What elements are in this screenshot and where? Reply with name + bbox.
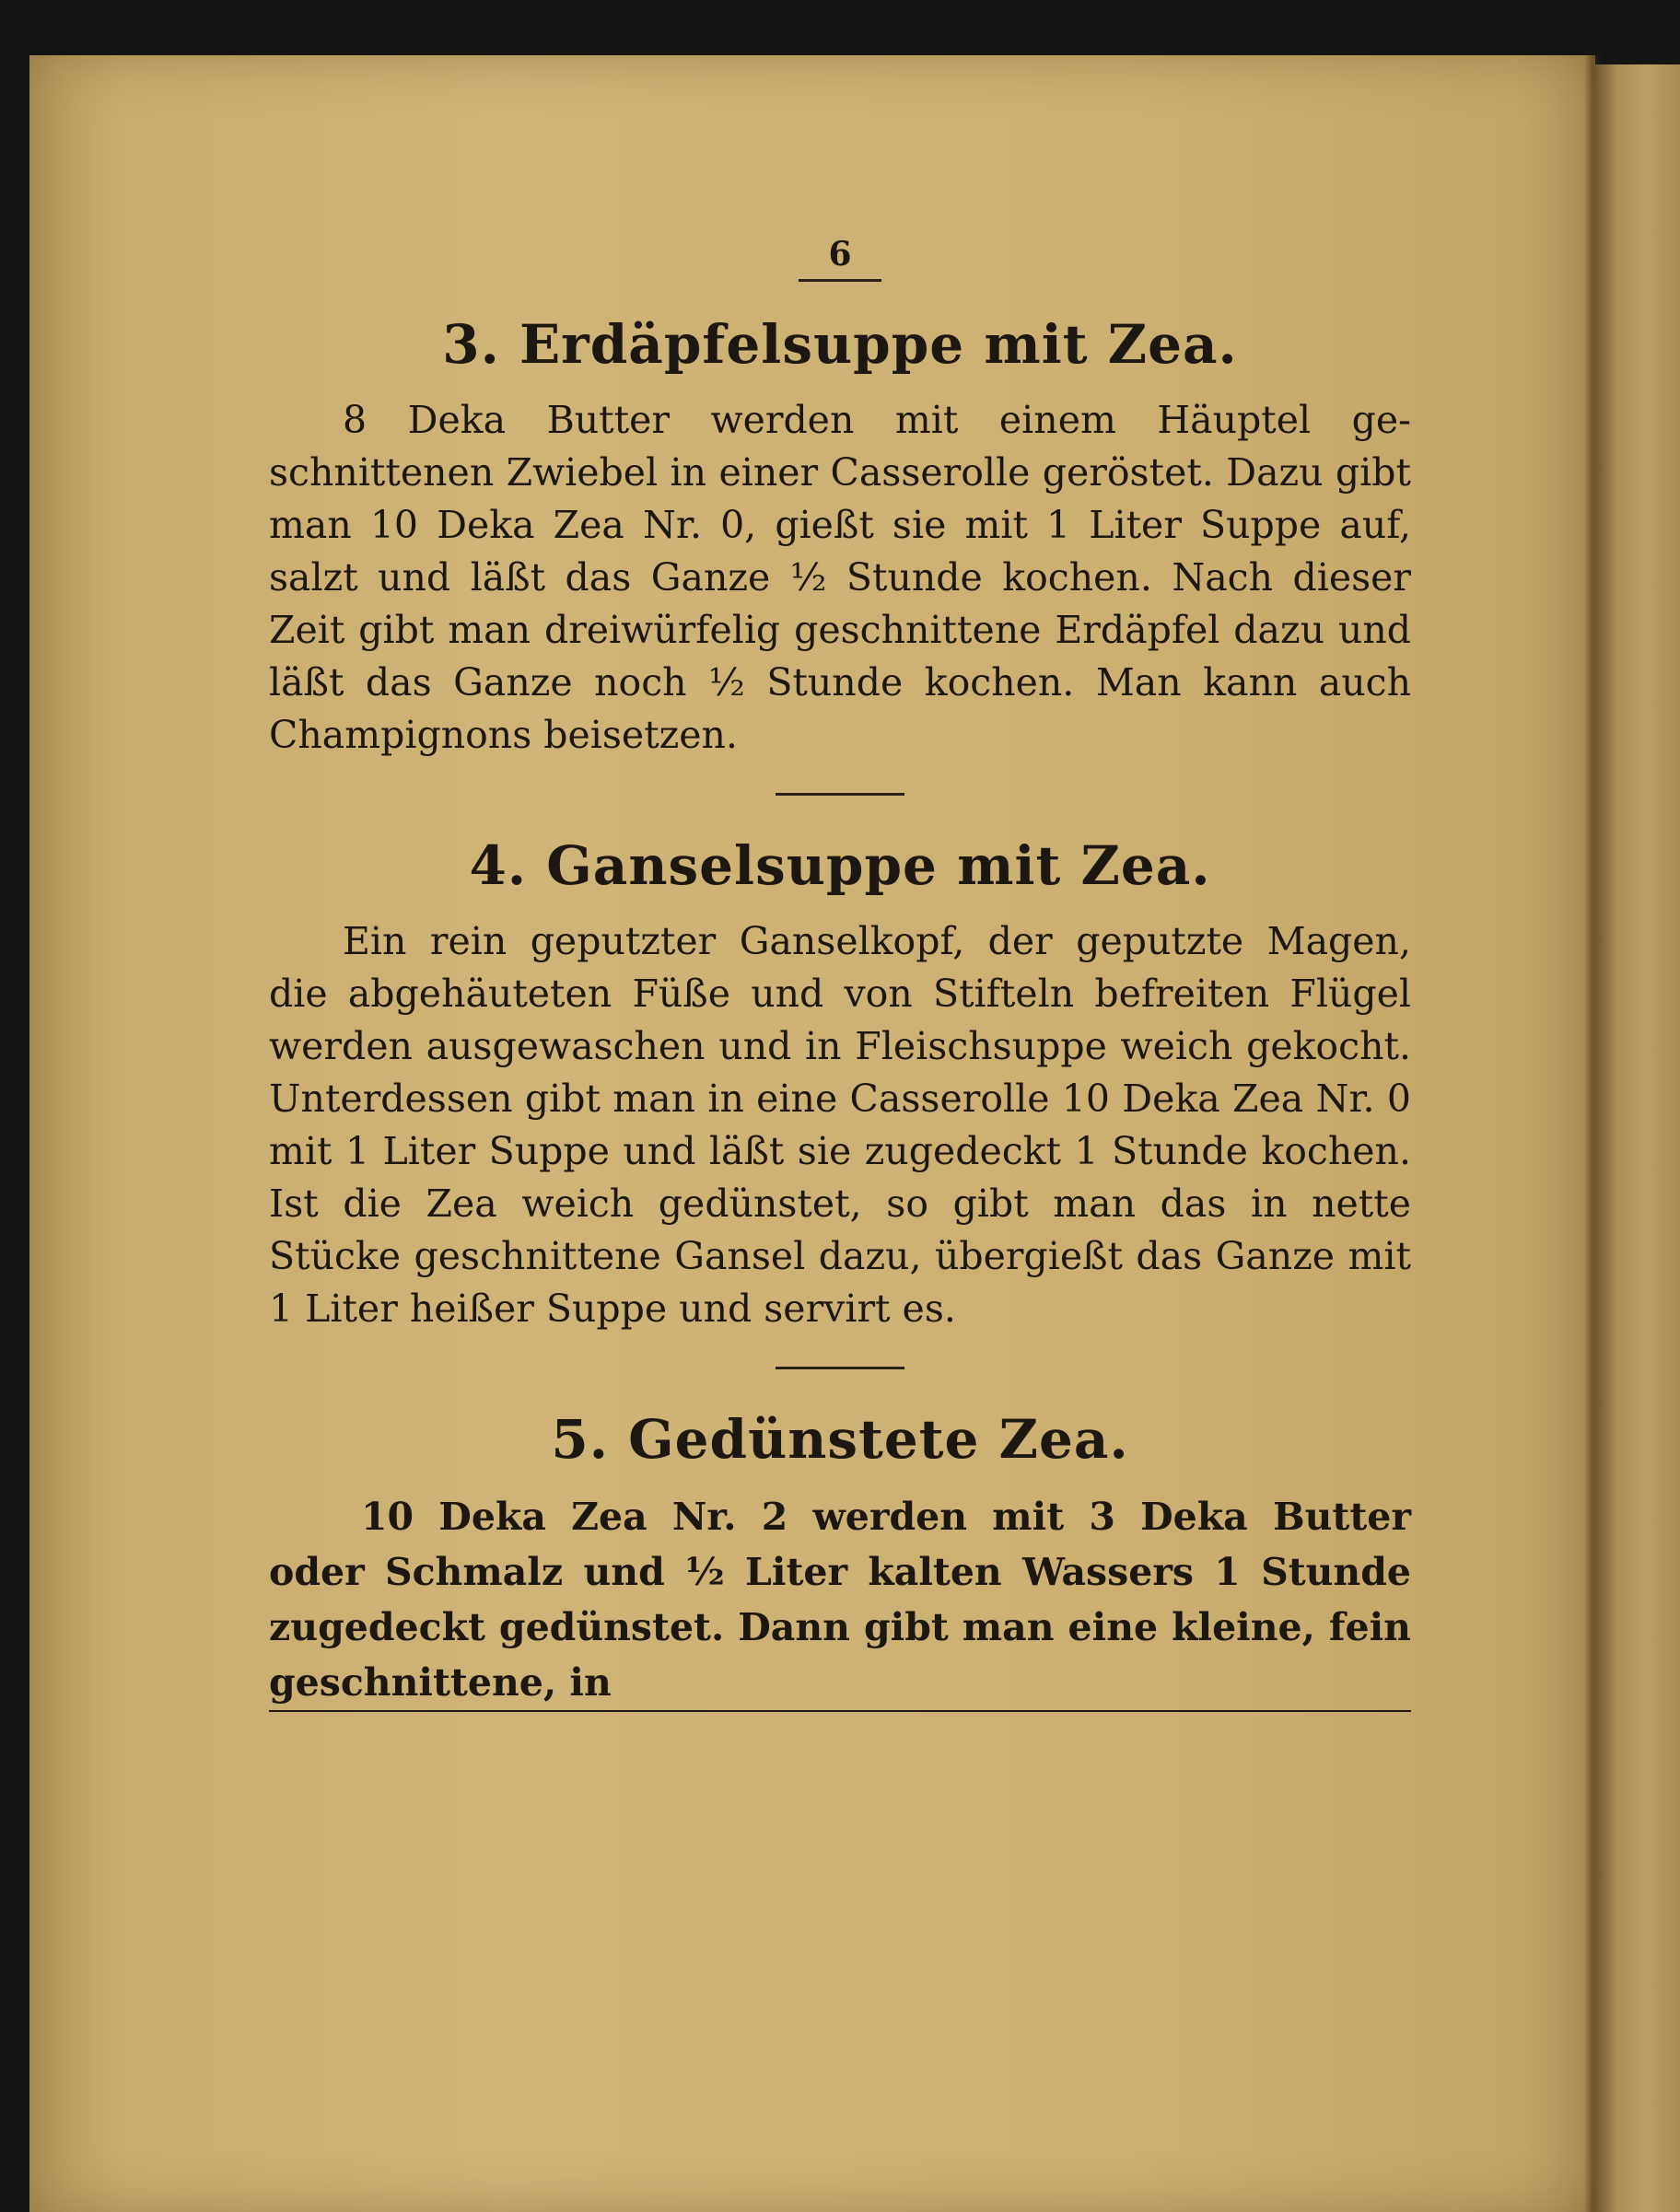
recipe-heading: 4. Ganselsuppe mit Zea.	[469, 834, 1211, 897]
recipe-section-3	[269, 313, 1411, 762]
recipe-section-4	[269, 834, 1411, 1335]
recipe-heading: 3. Erdäpfelsuppe mit Zea.	[442, 313, 1238, 376]
page-number: 6	[828, 235, 852, 274]
page-number-rule	[799, 279, 881, 282]
next-page-edge	[1595, 64, 1680, 2212]
recipe-body: 10 Deka Zea Nr. 2 werden mit 3 Deka Butter oder Schmalz und ½ Liter kalten Wassers 1 Stunde zugedeckt gedünstet. Dann gibt man eine kleine, fein geschnittene, in	[269, 1495, 1411, 1705]
underline-rule	[269, 1710, 1411, 1712]
page-content	[269, 235, 1411, 1712]
recipe-heading: 5. Gedünstete Zea.	[551, 1408, 1129, 1471]
recipe-body: Ein rein geputzter Ganselkopf, der geputzte Magen, die abgehäuteten Füße und von Stifteln befreiten Flügel werden ausgewaschen und in Fleischsuppe weich gekocht. Unterdessen gibt man in eine Casserolle 10 Deka Zea Nr. 0 mit 1 Liter Suppe und läßt sie zugedeckt 1 Stunde kochen. Ist die Zea weich gedünstet, so gibt man das in nette Stücke geschnittene Gansel dazu, übergießt das Ganze mit 1 Liter heißer Suppe und servirt es.	[269, 919, 1411, 1331]
recipe-body: 8 Deka Butter werden mit einem Häuptel geschnittenen Zwiebel in einer Casserolle geröstet. Dazu gibt man 10 Deka Zea Nr. 0, gießt sie mit 1 Liter Suppe auf, salzt und läßt das Ganze ½ Stunde kochen. Nach dieser Zeit gibt man dreiwürfelig geschnittene Erdäpfel dazu und läßt das Ganze noch ½ Stunde kochen. Man kann auch Champignons beisetzen.	[269, 398, 1411, 757]
section-divider	[776, 793, 904, 796]
recipe-section-5	[269, 1408, 1411, 1712]
section-divider	[776, 1367, 904, 1369]
